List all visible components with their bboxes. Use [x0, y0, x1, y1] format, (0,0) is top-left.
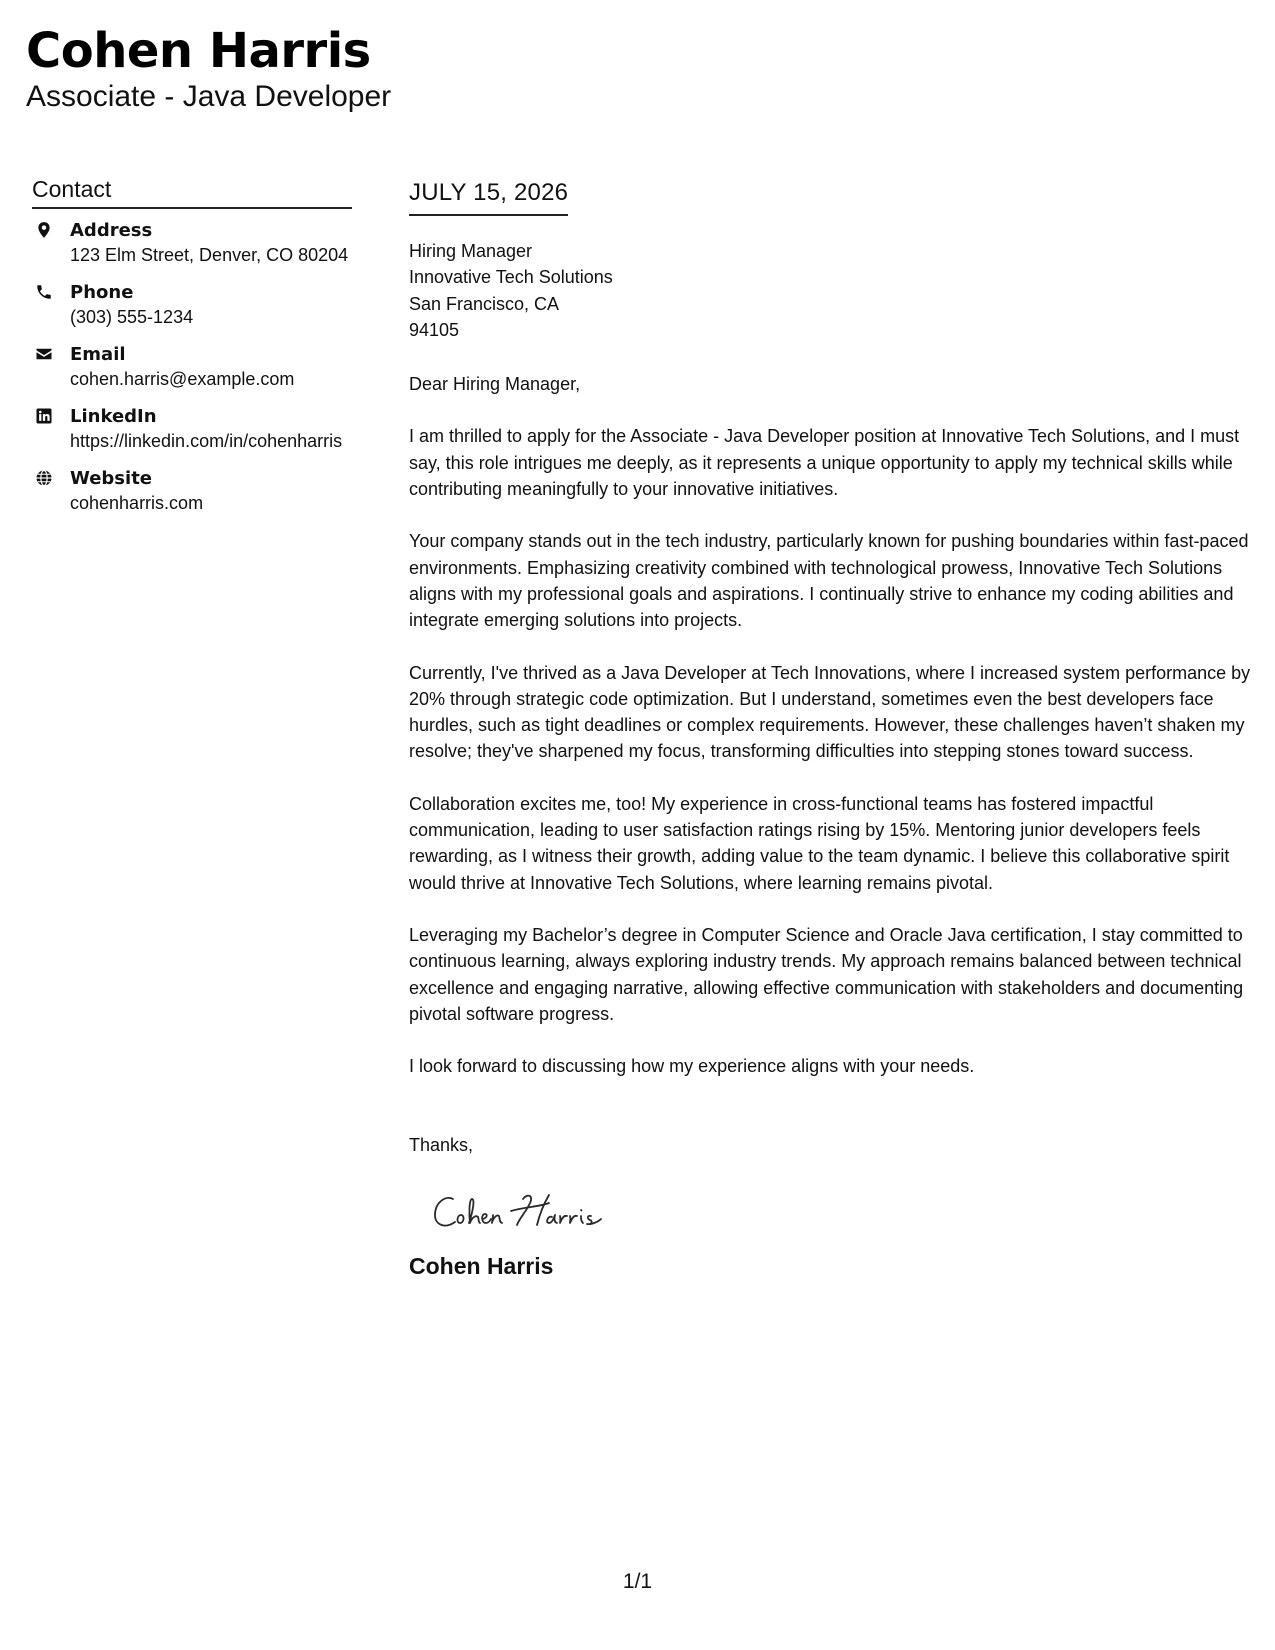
- recipient-block: [409, 238, 1254, 343]
- recipient-line: San Francisco, CA: [409, 293, 560, 314]
- contact-value[interactable]: cohen.harris@example.com: [70, 369, 295, 389]
- date-block: [409, 178, 568, 216]
- contact-label: Email: [70, 344, 126, 365]
- letter-paragraph: Your company stands out in the tech industry, particularly known for pushing boundaries within fast-paced environments. Emphasizing creativity combined with technological prowess, Innovative Tech Solutions aligns with my professional goals and aspirations. I continually strive to enhance my coding abilities and integrate emerging solutions into projects.: [409, 531, 1249, 631]
- closing: Thanks,: [409, 1135, 474, 1156]
- recipient-line: 94105: [409, 319, 460, 340]
- contact-item-address: [32, 219, 352, 268]
- letter-date: JULY 15, 2026: [409, 179, 569, 206]
- letter-body: [409, 178, 1254, 1281]
- page-number: 1/1: [622, 1570, 653, 1593]
- linkedin-icon: [35, 407, 53, 425]
- contact-label: LinkedIn: [70, 406, 157, 427]
- salutation: Dear Hiring Manager,: [409, 374, 581, 395]
- contact-item-website: [32, 467, 352, 516]
- recipient-line: Hiring Manager: [409, 241, 533, 261]
- letter-paragraph: Currently, I've thrived as a Java Developer at Tech Innovations, where I increased system performance by 20% through strategic code optimization. But I understand, sometimes even the best developers face hurdles, such as tight deadlines or complex requirements. However, these challenges haven’t shaken my resolve; they've sharpened my focus, transforming difficulties into stepping stones toward success.: [409, 662, 1251, 762]
- letter-paragraph: I look forward to discussing how my experience aligns with your needs.: [409, 1056, 975, 1077]
- contact-value: 123 Elm Street, Denver, CO 80204: [70, 245, 349, 265]
- contact-item-phone: [32, 281, 352, 330]
- contact-value[interactable]: cohenharris.com: [70, 493, 204, 513]
- handwritten-signature: [431, 1185, 1254, 1239]
- contact-heading: Contact: [32, 174, 352, 209]
- map-pin-icon: [35, 221, 53, 239]
- letter-paragraph: I am thrilled to apply for the Associate - Java Developer position at Innovative Tech Solutions, and I must say, this role intrigues me deeply, as it represents a unique opportunity to apply my technical skills while contributing meaningfully to your innovative initiatives.: [409, 426, 1240, 500]
- phone-icon: [35, 283, 53, 301]
- contact-value[interactable]: https://linkedin.com/in/cohenharris: [70, 431, 343, 451]
- contact-label: Phone: [70, 282, 134, 303]
- job-title: Associate - Java Developer: [26, 80, 392, 113]
- signer-name: Cohen Harris: [409, 1252, 554, 1279]
- contact-value: (303) 555-1234: [70, 307, 194, 327]
- recipient-line: Innovative Tech Solutions: [409, 267, 613, 288]
- applicant-name: Cohen Harris: [26, 23, 371, 79]
- contact-label: Website: [70, 468, 153, 489]
- contact-sidebar: [32, 174, 352, 529]
- letter-paragraph: Leveraging my Bachelor’s degree in Computer Science and Oracle Java certification, I stay committed to continuous learning, always exploring industry trends. My approach remains balanced between technical excellence and engaging narrative, allowing effective communication with stakeholders and documenting pivotal software progress.: [409, 924, 1244, 1024]
- contact-item-email: [32, 343, 352, 392]
- contact-item-linkedin: [32, 405, 352, 454]
- envelope-icon: [35, 345, 53, 363]
- letter-paragraph: Collaboration excites me, too! My experience in cross-functional teams has fostered impactful communication, leading to user satisfaction ratings rising by 15%. Mentoring junior developers feels rewarding, as I witness their growth, adding value to the team dynamic. I believe this collaborative spirit would thrive at Innovative Tech Solutions, where learning remains pivotal.: [409, 793, 1230, 893]
- resume-header: [26, 22, 391, 114]
- globe-icon: [35, 469, 53, 487]
- contact-label: Address: [70, 220, 153, 241]
